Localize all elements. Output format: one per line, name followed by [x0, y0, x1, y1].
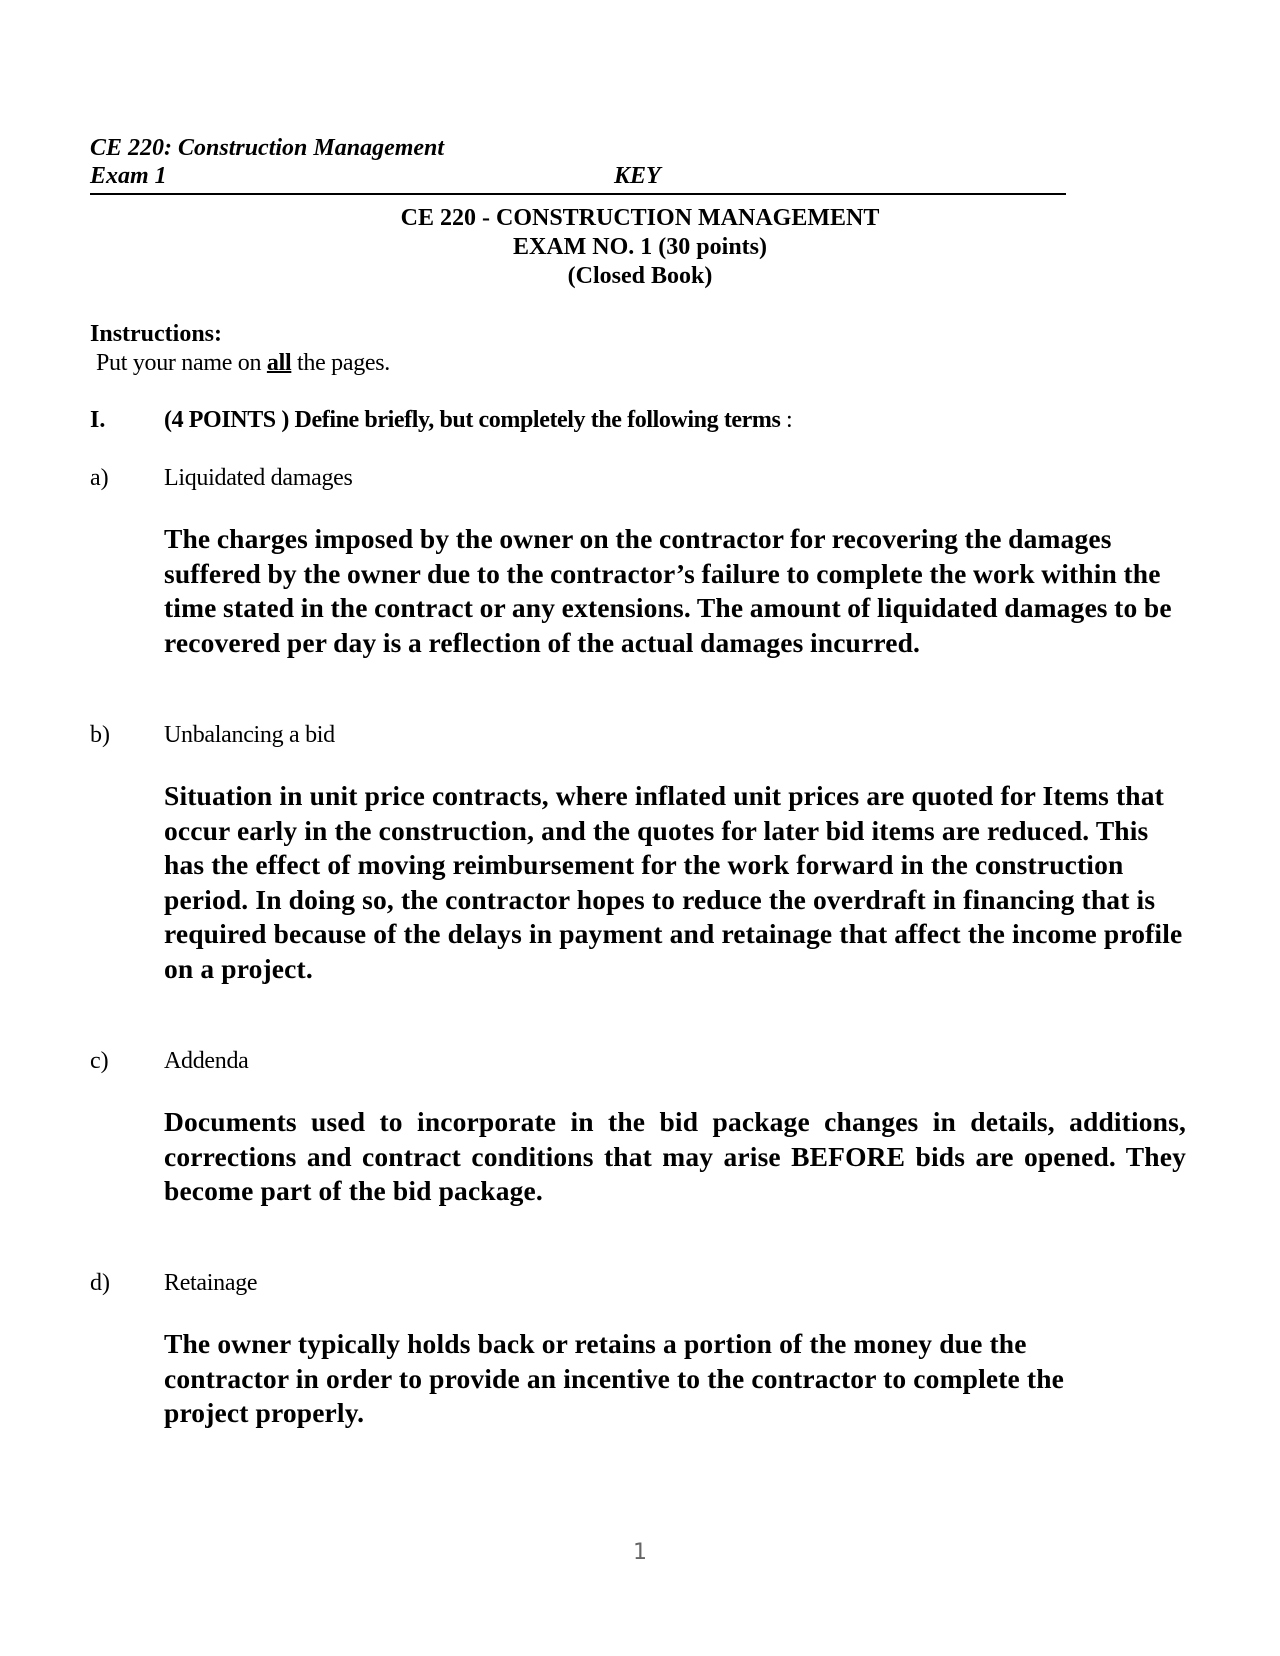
instructions-text-after: the pages. — [291, 350, 390, 376]
item-answer-b: Situation in unit price contracts, where inflated unit prices are quoted for Items that occur early in the construction, and the quotes for later bid items are reduced. This has the effect of moving reimbursement for the work forward in the construction period. In doing so, the contractor hopes to reduce the overdraft in financing that is required because of the delays in payment and retainage that affect the income profile on a project. — [164, 780, 1183, 984]
instructions-emphasis: all — [266, 350, 292, 376]
item-term-b: Unbalancing a bid — [164, 722, 335, 748]
item-term-c: Addenda — [164, 1048, 249, 1074]
title-line-3: (Closed Book) — [567, 263, 713, 289]
item-answer-a: The charges imposed by the owner on the contractor for recovering the damages suffered by the owner due to the contractor’s failure to complete the work within the time stated in the contract or any extensions. The amount of liquidated damages to be recovered per day is a reflection of the actual damages incurred. — [164, 523, 1172, 658]
item-label-d: d) — [90, 1270, 110, 1296]
instructions-heading: Instructions: — [90, 321, 223, 347]
item-term-d: Retainage — [164, 1270, 258, 1296]
item-term-a: Liquidated damages — [164, 465, 353, 491]
page-number: 1 — [633, 1540, 647, 1565]
section-number: I. — [90, 407, 106, 433]
title-line-2: EXAM NO. 1 (30 points) — [512, 234, 767, 260]
item-label-a: a) — [90, 465, 109, 491]
key-label: KEY — [614, 163, 661, 189]
item-answer-c: Documents used to incorporate in the bid package changes in details, additions, corrections and contract conditions that may arise BEFORE bids are opened. They become part of the bid package. — [164, 1106, 1186, 1206]
title-line-1: CE 220 - CONSTRUCTION MANAGEMENT — [400, 205, 880, 231]
item-label-b: b) — [90, 722, 110, 748]
item-answer-d: The owner typically holds back or retains a portion of the money due the contractor in order to provide an incentive to the contractor to complete the project properly. — [164, 1328, 1065, 1428]
section-heading-colon: : — [780, 407, 793, 433]
instructions-text-before: Put your name on — [96, 350, 267, 376]
section-heading-text: (4 POINTS ) Define briefly, but completely the following terms — [164, 407, 781, 433]
section-heading — [164, 405, 792, 435]
course-title: CE 220: Construction Management — [90, 135, 445, 161]
item-label-c: c) — [90, 1048, 109, 1074]
instructions-text — [96, 348, 390, 378]
exam-label: Exam 1 — [90, 163, 167, 189]
header-rule — [90, 193, 1066, 195]
